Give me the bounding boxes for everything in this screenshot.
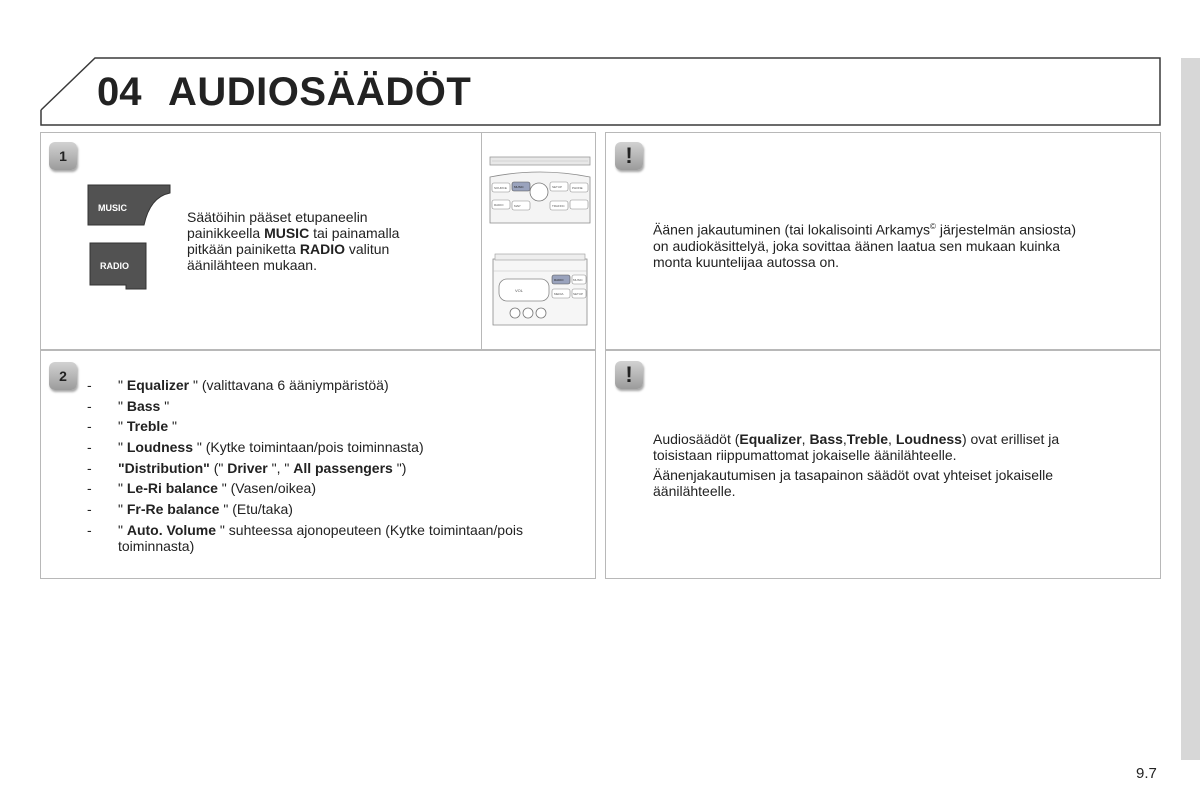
step-badge-1: 1: [49, 142, 77, 170]
audio-panel-illustration-2: [489, 251, 591, 327]
svg-text:MEDIA: MEDIA: [554, 292, 564, 296]
svg-text:MUSIC: MUSIC: [514, 185, 524, 189]
panel-4: [605, 350, 1161, 579]
svg-text:SETUP: SETUP: [552, 185, 563, 189]
page-number: 9.7: [1136, 765, 1157, 782]
svg-text:RADIO: RADIO: [100, 261, 129, 271]
panel1-line-3: pitkään painiketta RADIO valitun: [187, 241, 390, 257]
music-button-icon: [86, 183, 172, 227]
svg-text:SOURCE: SOURCE: [494, 186, 507, 190]
bullet: -: [87, 501, 92, 517]
step-badge-2: 2: [49, 362, 77, 390]
chapter-number: 04: [97, 70, 142, 114]
radio-button-icon: [86, 241, 148, 291]
bullet: -: [87, 398, 92, 414]
bullet: -: [87, 522, 92, 538]
svg-text:VOL: VOL: [515, 288, 524, 293]
svg-text:RADIO: RADIO: [494, 203, 504, 207]
svg-text:MAP: MAP: [514, 204, 521, 208]
svg-text:MUSIC: MUSIC: [98, 203, 127, 213]
bullet: -: [87, 460, 92, 476]
bullet: -: [87, 480, 92, 496]
panel1-line-1: Säätöihin pääset etupaneelin: [187, 209, 368, 225]
svg-text:SETUP: SETUP: [573, 292, 584, 296]
panel3-text: Äänen jakautuminen (tai lokalisointi Arkamys© järjestelmän ansiosta) on audiokäsittelyä, joka sovittaa äänen laatua sen mukaan kuinka monta kuuntelijaa autossa on.: [653, 221, 1076, 270]
svg-text:TRAFFIC: TRAFFIC: [552, 204, 565, 208]
svg-text:RADIO: RADIO: [554, 278, 564, 282]
svg-text:PHONE: PHONE: [572, 186, 583, 190]
panel1-line-4: äänilähteen mukaan.: [187, 257, 317, 273]
bullet: -: [87, 418, 92, 434]
warning-icon: !: [615, 142, 643, 170]
panel1-text: [187, 209, 477, 273]
panel-3: [605, 132, 1161, 350]
bullet: -: [87, 439, 92, 455]
panel1-divider: [481, 133, 482, 349]
svg-text:MUSIC: MUSIC: [573, 278, 583, 282]
audio-panel-illustration-1: [488, 155, 592, 227]
warning-icon: !: [615, 361, 643, 389]
sidebar-bar: [1181, 58, 1200, 760]
page-title: AUDIOSÄÄDÖT: [168, 70, 472, 114]
panel1-line-2: painikkeella MUSIC tai painamalla: [187, 225, 400, 241]
panel-1: [40, 132, 596, 350]
panel4-text: Audiosäädöt (Equalizer, Bass,Treble, Loudness) ovat erilliset ja toisistaan riippumattomat jokaiselle äänilähteelle. Äänenjakautumisen ja tasapainon säädöt ovat yhteiset jokaiselle äänilähteelle.: [653, 431, 1060, 499]
bullet: -: [87, 377, 92, 393]
